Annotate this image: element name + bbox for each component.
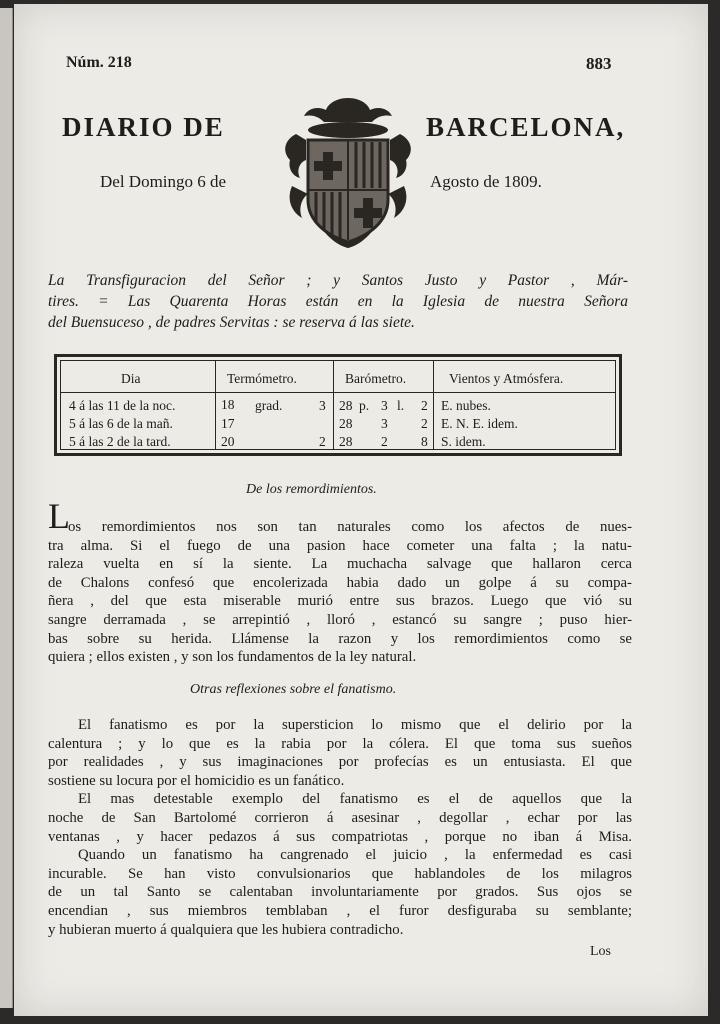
column-divider <box>433 361 434 449</box>
header-barometro: Barómetro. <box>345 371 407 386</box>
column-divider <box>333 361 334 449</box>
row1-bar-unit2: l. <box>397 398 405 413</box>
row2-bar-lin: 3 <box>381 416 388 431</box>
article1-line: os remordimientos nos son tan naturales como los afectos de nues- <box>68 519 632 535</box>
row2-temp: 17 <box>221 416 235 431</box>
row1-viento: E. nubes. <box>441 398 491 413</box>
article1-line: raleza vuelta en sí la siente. La muchacha salvage que hallaron cerca <box>48 556 632 573</box>
date-day: Del Domingo 6 de <box>100 172 227 191</box>
article2-line: calentura ; y lo que es la rabia por la cólera. El que toma sus sueños <box>48 735 632 752</box>
header-vientos: Vientos y Atmósfera. <box>449 371 564 386</box>
page-number: 883 <box>586 54 612 73</box>
feast-line: La Transfiguracion del Señor ; y Santos Justo y Pastor , Már- <box>48 272 628 289</box>
row2-bar-pts: 2 <box>421 416 428 431</box>
row3-temp-line: 2 <box>319 434 326 449</box>
article2-line: incurable. Se han visto convulsionarios que hablandoles de los milagros <box>48 865 632 882</box>
article1-line: sangre derramada , se arrepintió , lloró , estancó su sangre ; puso hier- <box>48 611 632 628</box>
row3-dia: 5 á las 2 de la tard. <box>69 434 171 449</box>
article2-line: de un tal Santo se calentaban involuntariamente por grados. Sus ojos se <box>48 884 632 901</box>
header-divider <box>61 392 615 393</box>
header-termometro: Termómetro. <box>227 371 297 386</box>
article2-line: y hubieran muerto á qualquiera que les hubiera contradicho. <box>48 921 404 938</box>
row1-bar-unit: p. <box>359 398 370 413</box>
row2-bar-pulg: 28 <box>339 416 353 431</box>
header-dia: Dia <box>121 371 141 386</box>
article1-line: ñera , del que esta miserable murió entre sus brazos. Luego que vió su <box>48 593 632 610</box>
article1-line: de Chalons confesó que encolerizada habia dado un golpe á su compa- <box>48 574 632 591</box>
column-divider <box>215 361 216 449</box>
catchword: Los <box>590 944 611 959</box>
article2-line: Quando un fanatismo ha cangrenado el juicio , la enfermedad es casi <box>78 847 632 864</box>
article2-line: El mas detestable exemplo del fanatismo es el de aquellos que la <box>78 791 632 808</box>
article2-line: ventanas , y hacer pedazos á sus compatriotas , porque no iban á Misa. <box>48 828 632 845</box>
row2-viento: E. N. E. idem. <box>441 416 518 431</box>
row3-bar-lin: 2 <box>381 434 388 449</box>
feast-line: tires. = Las Quarenta Horas están en la Iglesia de nuestra Señora <box>48 293 628 310</box>
row1-temp: 18 <box>221 397 235 412</box>
article2-line: sostiene su locura por el homicidio es un fanático. <box>48 772 345 789</box>
article2-title: Otras reflexiones sobre el fanatismo. <box>190 682 397 697</box>
article1-line: quiera ; ellos existen , y son los fundamentos de la ley natural. <box>48 649 417 666</box>
article2-line: El fanatismo es por la supersticion lo mismo que el delirio por la <box>78 717 632 733</box>
date-month-year: Agosto de 1809. <box>430 172 542 191</box>
row3-temp: 20 <box>221 434 235 449</box>
row1-temp-line: 3 <box>319 398 326 413</box>
row3-bar-pulg: 28 <box>339 434 353 449</box>
article1-dropcap: L <box>48 496 70 536</box>
article2-line: encendian , sus miembros temblaban , el furor desfiguraba su semblante; <box>48 902 632 919</box>
row1-temp-unit: grad. <box>255 398 283 413</box>
row3-bar-pts: 8 <box>421 434 428 449</box>
row1-bar-lin: 3 <box>381 398 388 413</box>
previous-page-edge <box>0 8 13 1008</box>
article2-body <box>48 716 632 939</box>
row1-bar-pts: 2 <box>421 398 428 413</box>
feast-line: del Buensuceso , de padres Servitas : se reserva á las siete. <box>48 314 415 331</box>
barcelona-coat-of-arms-icon <box>278 90 418 250</box>
feast-notice <box>48 270 628 333</box>
masthead-title-right: BARCELONA, <box>426 112 626 142</box>
article1-line: tra alma. Si el fuego de una pasion hace cometer una falta ; la natu- <box>48 537 632 554</box>
row2-dia: 5 á las 6 de la mañ. <box>69 416 173 431</box>
article1-line: bas sobre su herida. Llámense la razon y los remordimientos como se <box>48 630 632 647</box>
article1-title: De los remordimientos. <box>246 482 377 497</box>
issue-number: Núm. 218 <box>66 54 132 71</box>
row1-dia: 4 á las 11 de la noc. <box>69 398 176 413</box>
newspaper-page <box>14 4 708 1016</box>
article1-body <box>48 518 632 667</box>
article2-line: noche de San Bartolomé corrieron á asesinar , degollar , echar por las <box>48 809 632 826</box>
article2-line: por realidades , y sus imaginaciones por profecías es un entusiasta. El que <box>48 754 632 771</box>
weather-table <box>54 354 622 456</box>
row3-viento: S. idem. <box>441 434 486 449</box>
masthead-title-left: DIARIO DE <box>62 112 225 142</box>
row1-bar-pulg: 28 <box>339 398 353 413</box>
